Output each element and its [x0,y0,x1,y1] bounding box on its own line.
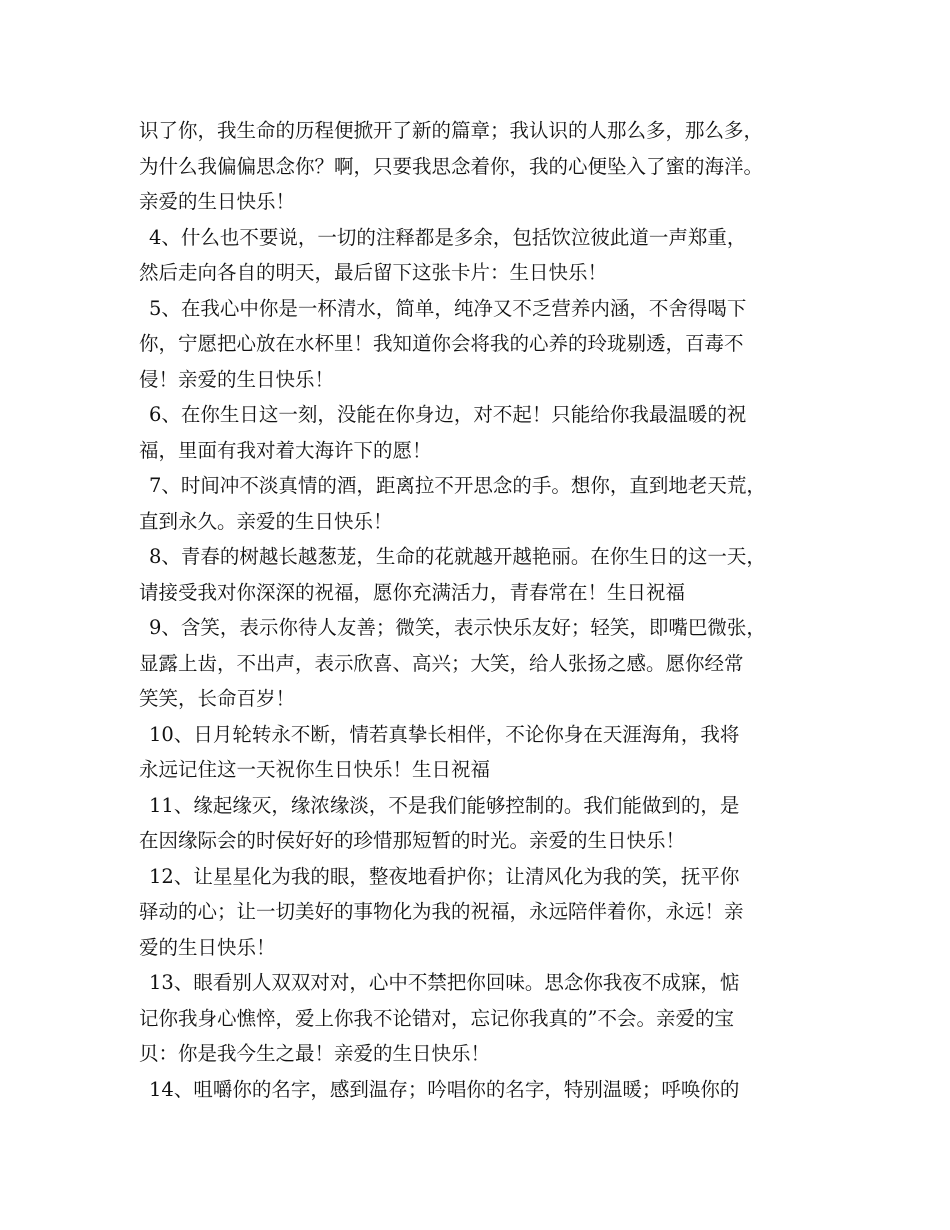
text-line-item-12: 12、让星星化为我的眼，整夜地看护你；让清风化为我的笑，抚平你 [149,864,740,888]
text-line-item-7: 7、时间冲不淡真情的酒，距离拉不开思念的手。想你，直到地老天荒， [149,474,766,497]
text-line-item-8: 8、青春的树越长越葱茏，生命的花就越开越艳丽。在你生日的这一天， [149,545,766,568]
text-line: 请接受我对你深深的祝福，愿你充满活力，青春常在！生日祝福 [139,580,686,604]
text-line: 爱的生日快乐！ [139,935,276,959]
text-line: 直到永久。亲爱的生日快乐！ [139,509,393,533]
text-line-item-14: 14、咀嚼你的名字，感到温存；吟唱你的名字，特别温暖；呼唤你的 [149,1077,740,1101]
text-line-item-5: 5、在我心中你是一杯清水，简单，纯净又不乏营养内涵，不舍得喝下 [149,296,747,320]
text-line: 驿动的心；让一切美好的事物化为我的祝福，永远陪伴着你，永远！亲 [139,900,744,923]
text-line-item-6: 6、在你生日这一刻，没能在你身边，对不起！只能给你我最温暖的祝 [149,403,747,426]
text-line: 为什么我偏偏思念你？啊，只要我思念着你，我的心便坠入了蜜的海洋。 [139,154,764,178]
text-line: 笑笑，长命百岁！ [139,687,296,710]
text-line: 亲爱的生日快乐！ [139,190,296,213]
text-line-item-4: 4、什么也不要说，一切的注释都是多余，包括饮泣彼此道一声郑重， [149,225,747,249]
body-text [139,113,839,1107]
text-line: 然后走向各自的明天，最后留下这张卡片：生日快乐！ [139,261,608,284]
text-line: 永远记住这一天祝你生日快乐！生日祝福 [139,758,491,781]
text-line: 贝：你是我今生之最！亲爱的生日快乐！ [139,1042,491,1065]
text-line: 显露上齿，不出声，表示欣喜、高兴；大笑，给人张扬之感。愿你经常 [139,651,744,675]
text-line-item-11: 11、缘起缘灭，缘浓缘淡，不是我们能够控制的。我们能做到的，是 [149,793,740,817]
text-line: 福，里面有我对着大海许下的愿！ [139,438,432,462]
text-line-item-13: 13、眼看别人双双对对，心中不禁把你回味。思念你我夜不成寐，惦 [149,971,740,994]
text-line-item-10: 10、日月轮转永不断，情若真挚长相伴，不论你身在天涯海角，我将 [149,722,740,746]
text-line: 识了你，我生命的历程便掀开了新的篇章；我认识的人那么多，那么多， [139,119,764,142]
text-line: 在因缘际会的时侯好好的珍惜那短暂的时光。亲爱的生日快乐！ [139,829,686,852]
text-line: 记你我身心憔悴，爱上你我不论错对，忘记你我真的”不会。亲爱的宝 [139,1006,734,1030]
text-line: 侵！亲爱的生日快乐！ [139,367,335,391]
text-line: 你，宁愿把心放在水杯里！我知道你会将我的心养的玲珑剔透，百毒不 [139,332,744,355]
text-line-item-9: 9、含笑，表示你待人友善；微笑，表示快乐友好；轻笑，即嘴巴微张， [149,616,766,639]
